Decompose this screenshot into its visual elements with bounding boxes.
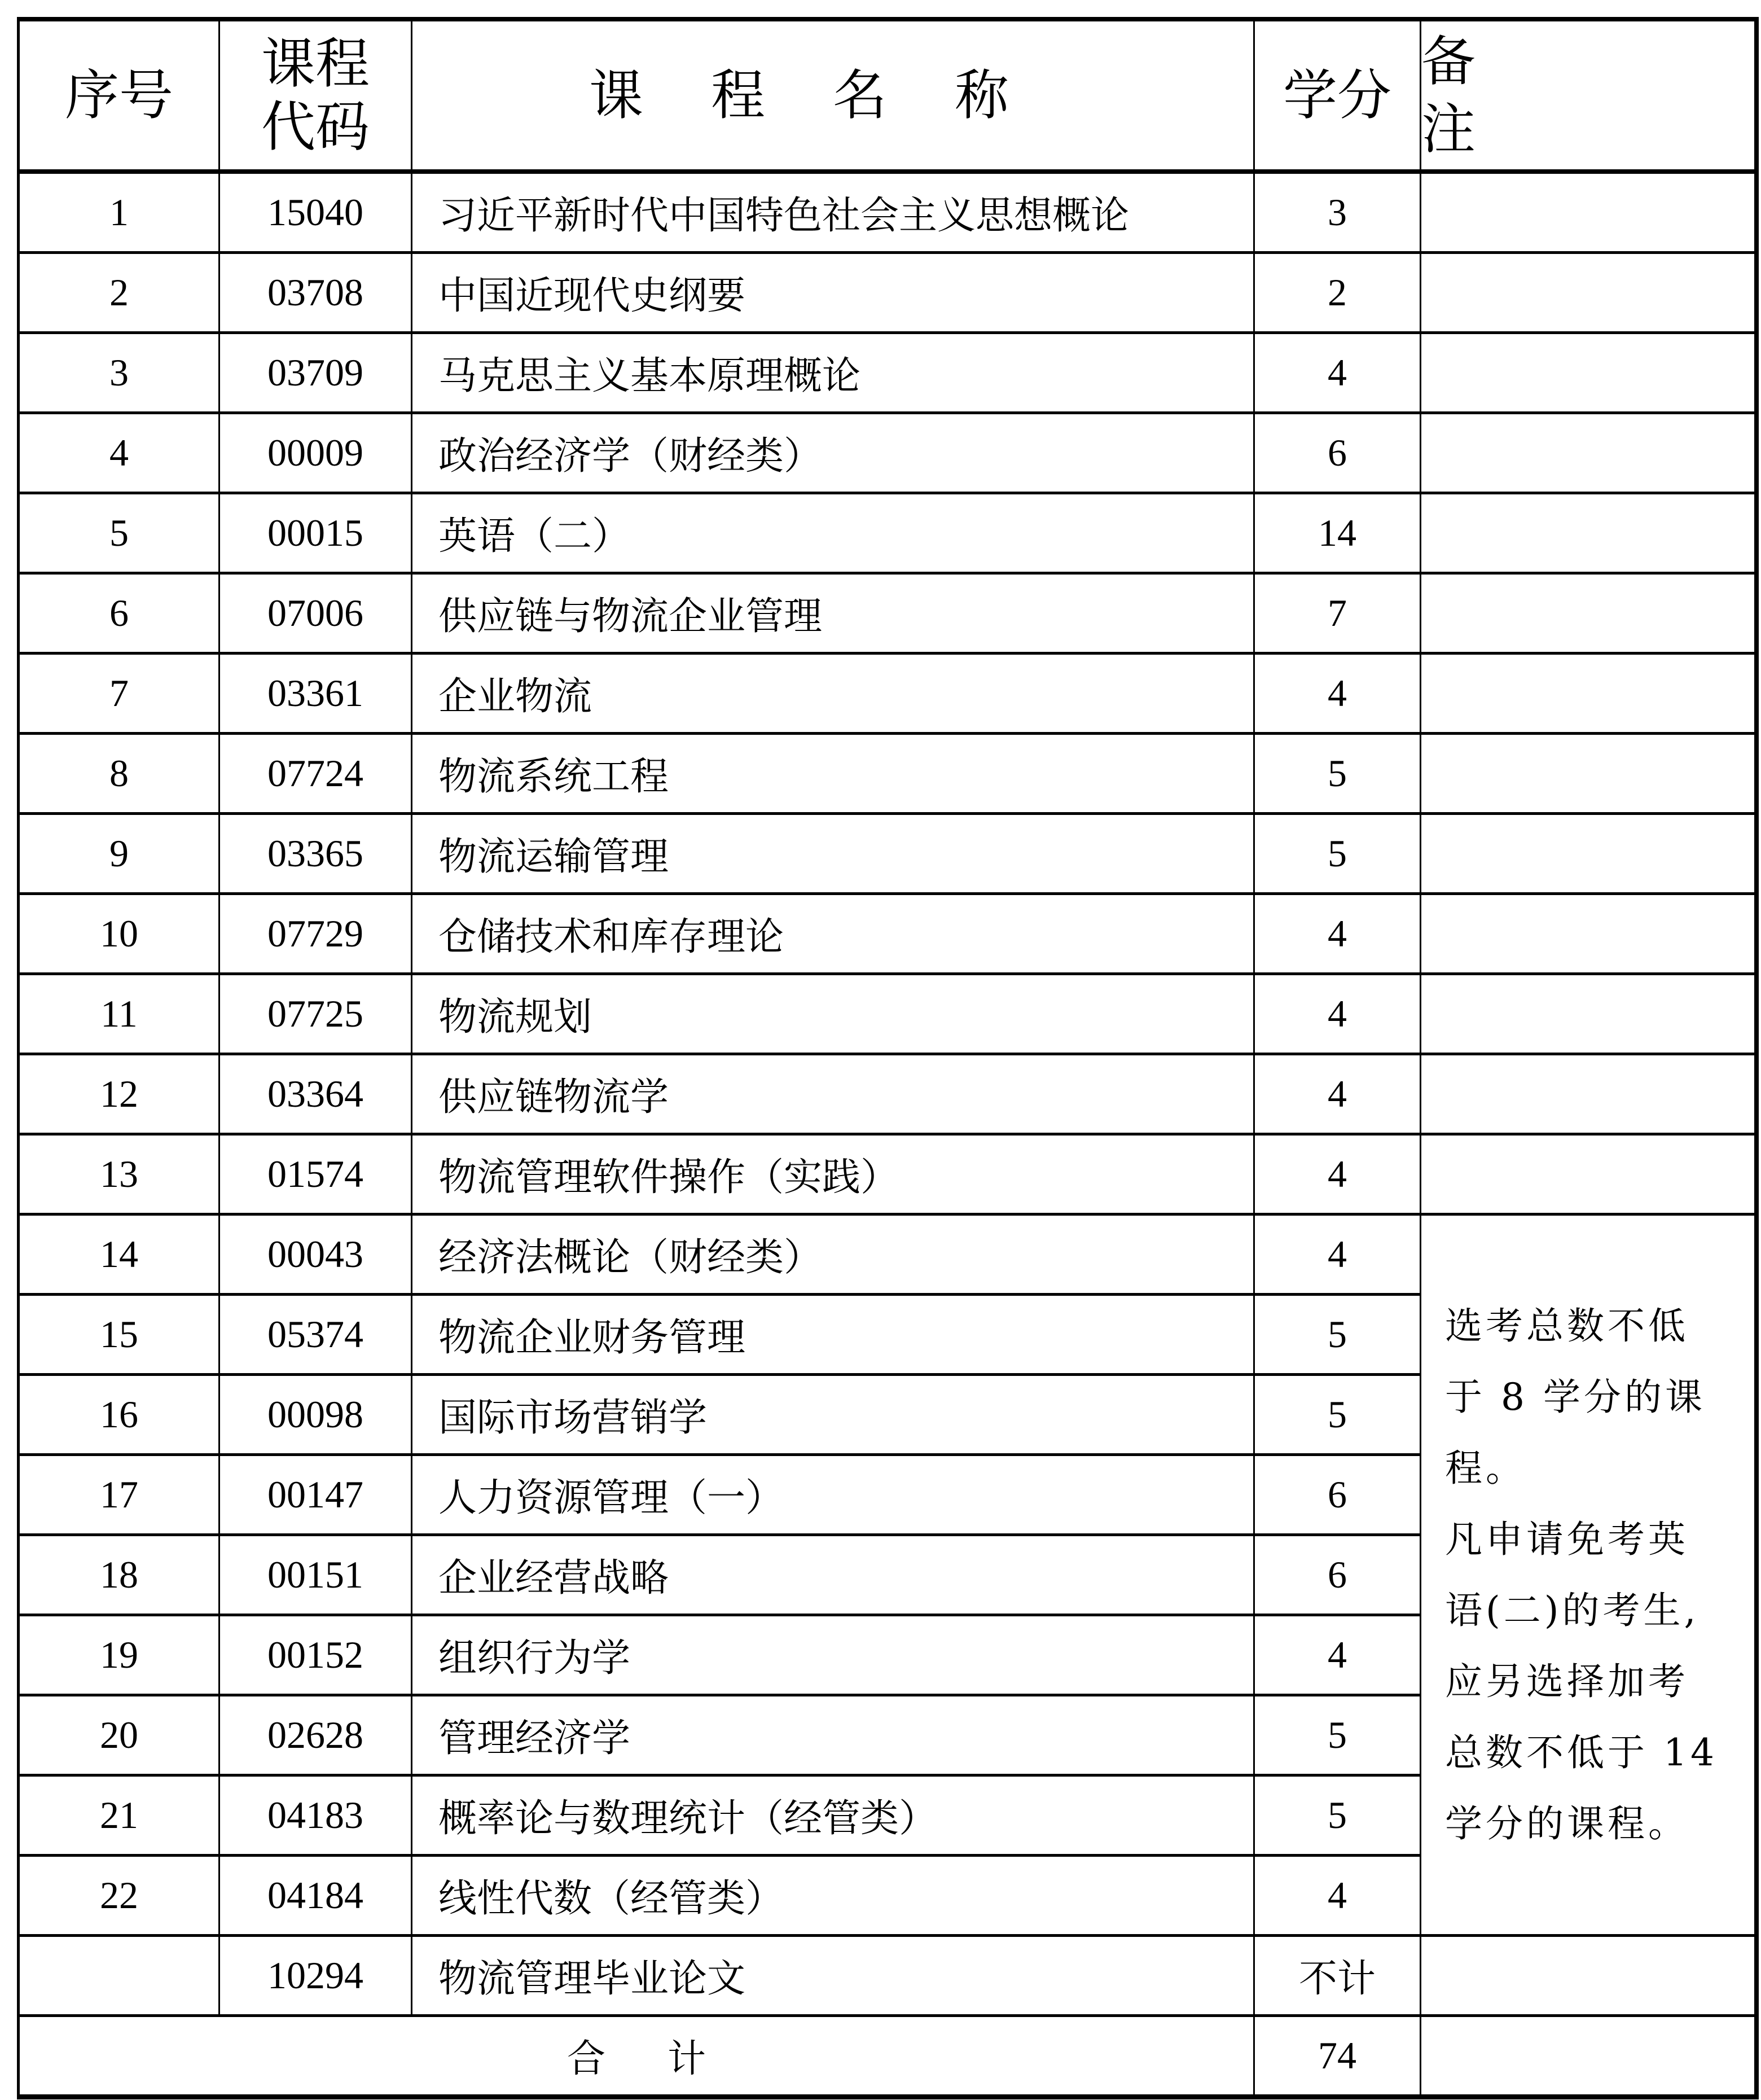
cell-code: 00152 bbox=[219, 1615, 412, 1695]
cell-code: 00009 bbox=[219, 413, 412, 493]
cell-credit: 4 bbox=[1254, 654, 1421, 734]
cell-no: 9 bbox=[19, 814, 219, 894]
cell-name: 经济法概论（财经类） bbox=[412, 1215, 1254, 1295]
table-row bbox=[19, 333, 1756, 413]
cell-name: 企业物流 bbox=[412, 654, 1254, 734]
cell-name: 概率论与数理统计（经管类） bbox=[412, 1775, 1254, 1856]
cell-credit: 5 bbox=[1254, 1375, 1421, 1455]
cell-code: 07729 bbox=[219, 894, 412, 974]
cell-credit: 不计 bbox=[1254, 1936, 1421, 2016]
header-credit: 学分 bbox=[1254, 19, 1421, 172]
cell-remark bbox=[1421, 814, 1756, 894]
table-row bbox=[19, 573, 1756, 654]
cell-remark bbox=[1421, 654, 1756, 734]
cell-name: 中国近现代史纲要 bbox=[412, 253, 1254, 333]
header-no: 序号 bbox=[19, 19, 219, 172]
cell-credit: 6 bbox=[1254, 1535, 1421, 1615]
table-row bbox=[19, 974, 1756, 1054]
cell-code: 07725 bbox=[219, 974, 412, 1054]
cell-code: 04183 bbox=[219, 1775, 412, 1856]
cell-no: 1 bbox=[19, 172, 219, 253]
cell-no: 11 bbox=[19, 974, 219, 1054]
cell-name: 仓储技术和库存理论 bbox=[412, 894, 1254, 974]
cell-credit: 5 bbox=[1254, 1695, 1421, 1775]
cell-no: 8 bbox=[19, 734, 219, 814]
cell-no: 13 bbox=[19, 1134, 219, 1215]
cell-name: 物流管理毕业论文 bbox=[412, 1936, 1254, 2016]
cell-credit: 4 bbox=[1254, 1856, 1421, 1936]
elective-remark-cell bbox=[1421, 1215, 1756, 1936]
cell-code: 07006 bbox=[219, 573, 412, 654]
cell-no: 2 bbox=[19, 253, 219, 333]
table-row bbox=[19, 1936, 1756, 2016]
cell-credit: 7 bbox=[1254, 573, 1421, 654]
table-row bbox=[19, 493, 1756, 573]
cell-remark bbox=[1421, 894, 1756, 974]
cell-credit: 4 bbox=[1254, 1615, 1421, 1695]
remark-line: 总数不低于 14 bbox=[1445, 1730, 1718, 1774]
cell-code: 00043 bbox=[219, 1215, 412, 1295]
cell-no: 22 bbox=[19, 1856, 219, 1936]
cell-code: 15040 bbox=[219, 172, 412, 253]
cell-no: 18 bbox=[19, 1535, 219, 1615]
cell-code: 07724 bbox=[219, 734, 412, 814]
table-row bbox=[19, 654, 1756, 734]
cell-code: 01574 bbox=[219, 1134, 412, 1215]
cell-credit: 6 bbox=[1254, 1455, 1421, 1535]
cell-credit: 4 bbox=[1254, 1054, 1421, 1134]
elective-remark-text bbox=[1421, 1291, 1754, 1860]
total-row bbox=[19, 2016, 1756, 2097]
cell-credit: 4 bbox=[1254, 894, 1421, 974]
cell-name: 英语（二） bbox=[412, 493, 1254, 573]
cell-code: 00147 bbox=[219, 1455, 412, 1535]
table-row bbox=[19, 172, 1756, 253]
cell-credit: 5 bbox=[1254, 734, 1421, 814]
cell-remark bbox=[1421, 333, 1756, 413]
table-row bbox=[19, 814, 1756, 894]
cell-name: 物流企业财务管理 bbox=[412, 1295, 1254, 1375]
cell-code: 04184 bbox=[219, 1856, 412, 1936]
cell-name: 政治经济学（财经类） bbox=[412, 413, 1254, 493]
cell-remark bbox=[1421, 573, 1756, 654]
cell-no: 6 bbox=[19, 573, 219, 654]
remark-line: 选考总数不低 bbox=[1445, 1304, 1689, 1348]
table-row bbox=[19, 894, 1756, 974]
cell-name: 组织行为学 bbox=[412, 1615, 1254, 1695]
cell-remark bbox=[1421, 172, 1756, 253]
cell-name: 物流系统工程 bbox=[412, 734, 1254, 814]
cell-no: 16 bbox=[19, 1375, 219, 1455]
cell-code: 10294 bbox=[219, 1936, 412, 2016]
cell-credit: 4 bbox=[1254, 1134, 1421, 1215]
cell-remark bbox=[1421, 1054, 1756, 1134]
remark-line: 应另选择加考 bbox=[1445, 1659, 1689, 1703]
cell-code: 00098 bbox=[219, 1375, 412, 1455]
cell-credit: 4 bbox=[1254, 333, 1421, 413]
cell-no: 7 bbox=[19, 654, 219, 734]
cell-credit: 3 bbox=[1254, 172, 1421, 253]
cell-code: 03709 bbox=[219, 333, 412, 413]
total-remark bbox=[1421, 2016, 1756, 2097]
cell-no: 15 bbox=[19, 1295, 219, 1375]
cell-no: 4 bbox=[19, 413, 219, 493]
cell-no: 3 bbox=[19, 333, 219, 413]
cell-no: 10 bbox=[19, 894, 219, 974]
cell-credit: 5 bbox=[1254, 1295, 1421, 1375]
table-row bbox=[19, 253, 1756, 333]
header-code-line2: 代码 bbox=[261, 95, 370, 159]
cell-name: 物流规划 bbox=[412, 974, 1254, 1054]
cell-no bbox=[19, 1936, 219, 2016]
cell-credit: 4 bbox=[1254, 1215, 1421, 1295]
table-row bbox=[19, 1134, 1756, 1215]
cell-remark bbox=[1421, 253, 1756, 333]
cell-name: 线性代数（经管类） bbox=[412, 1856, 1254, 1936]
header-code bbox=[219, 19, 412, 172]
table-header-row bbox=[19, 19, 1756, 172]
cell-no: 20 bbox=[19, 1695, 219, 1775]
cell-name: 人力资源管理（一） bbox=[412, 1455, 1254, 1535]
cell-code: 03708 bbox=[219, 253, 412, 333]
table-row bbox=[19, 734, 1756, 814]
cell-credit: 5 bbox=[1254, 814, 1421, 894]
cell-code: 00151 bbox=[219, 1535, 412, 1615]
header-name: 课程名称 bbox=[412, 19, 1254, 172]
cell-code: 00015 bbox=[219, 493, 412, 573]
cell-code: 05374 bbox=[219, 1295, 412, 1375]
course-table bbox=[17, 17, 1759, 2099]
cell-code: 02628 bbox=[219, 1695, 412, 1775]
cell-name: 供应链物流学 bbox=[412, 1054, 1254, 1134]
total-label: 合计 bbox=[19, 2016, 1254, 2097]
cell-remark bbox=[1421, 734, 1756, 814]
cell-no: 17 bbox=[19, 1455, 219, 1535]
cell-credit: 6 bbox=[1254, 413, 1421, 493]
cell-credit: 2 bbox=[1254, 253, 1421, 333]
cell-name: 物流管理软件操作（实践） bbox=[412, 1134, 1254, 1215]
cell-credit: 5 bbox=[1254, 1775, 1421, 1856]
remark-line: 凡申请免考英 bbox=[1445, 1517, 1689, 1561]
cell-no: 19 bbox=[19, 1615, 219, 1695]
table-row bbox=[19, 1054, 1756, 1134]
remark-line: 程。 bbox=[1445, 1446, 1526, 1490]
cell-name: 管理经济学 bbox=[412, 1695, 1254, 1775]
cell-no: 12 bbox=[19, 1054, 219, 1134]
cell-no: 5 bbox=[19, 493, 219, 573]
cell-credit: 4 bbox=[1254, 974, 1421, 1054]
cell-name: 供应链与物流企业管理 bbox=[412, 573, 1254, 654]
cell-remark bbox=[1421, 413, 1756, 493]
header-code-line1: 课程 bbox=[261, 32, 370, 95]
cell-no: 21 bbox=[19, 1775, 219, 1856]
cell-remark bbox=[1421, 1936, 1756, 2016]
cell-name: 习近平新时代中国特色社会主义思想概论 bbox=[412, 172, 1254, 253]
cell-remark bbox=[1421, 493, 1756, 573]
cell-name: 马克思主义基本原理概论 bbox=[412, 333, 1254, 413]
cell-remark bbox=[1421, 974, 1756, 1054]
cell-remark bbox=[1421, 1134, 1756, 1215]
header-remark: 备注 bbox=[1421, 19, 1756, 172]
cell-code: 03361 bbox=[219, 654, 412, 734]
total-credit: 74 bbox=[1254, 2016, 1421, 2097]
cell-name: 物流运输管理 bbox=[412, 814, 1254, 894]
remark-line: 于 8 学分的课 bbox=[1445, 1375, 1706, 1419]
cell-credit: 14 bbox=[1254, 493, 1421, 573]
remark-line: 语(二)的考生, bbox=[1445, 1588, 1699, 1632]
cell-code: 03364 bbox=[219, 1054, 412, 1134]
cell-no: 14 bbox=[19, 1215, 219, 1295]
cell-name: 企业经营战略 bbox=[412, 1535, 1254, 1615]
table-row bbox=[19, 413, 1756, 493]
cell-name: 国际市场营销学 bbox=[412, 1375, 1254, 1455]
table-row bbox=[19, 1215, 1756, 1295]
remark-line: 学分的课程。 bbox=[1445, 1801, 1689, 1845]
cell-code: 03365 bbox=[219, 814, 412, 894]
